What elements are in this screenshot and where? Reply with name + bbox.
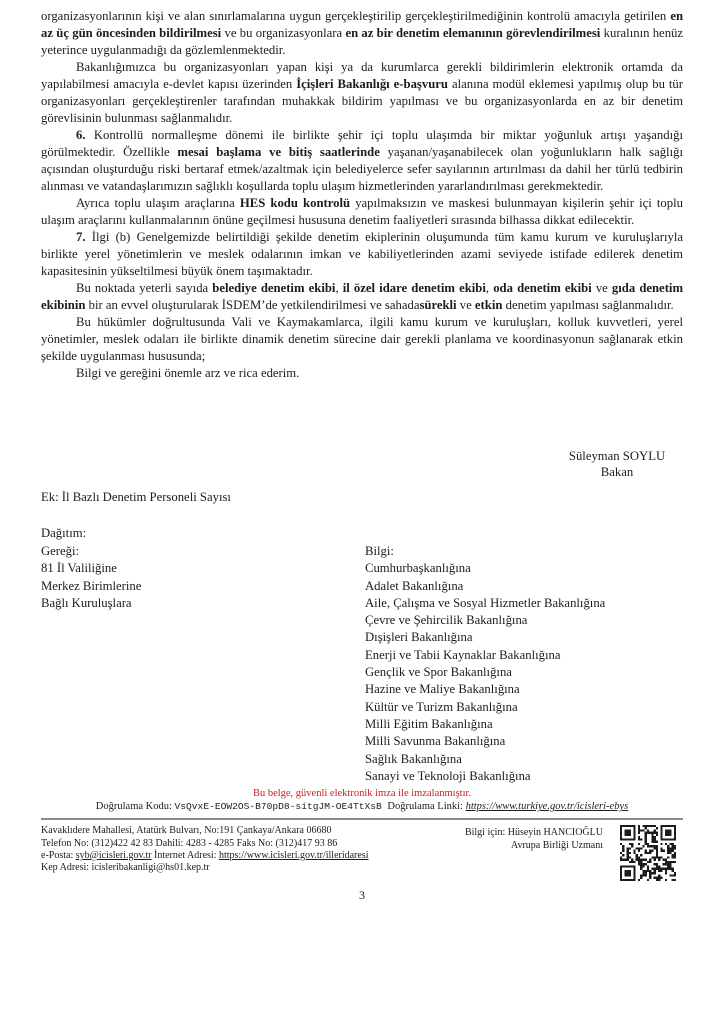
text: Kontrollü normalleşme dönemi ile birlikte şehir içi toplu ulaşımda bir miktar yoğunluk artışı yaşandığı görülmektedir. Özellikle [41, 128, 683, 159]
geregi-label: Gereği: [41, 544, 80, 558]
footer [41, 825, 683, 887]
bold-text: mesai başlama ve bitiş saatlerinde [177, 145, 380, 159]
text: alanına modül eklemesi yapılmış olup bu tür organizasyonları gerçekleştirenler tarafından muhakkak bildirim yapılması ve bu organizasyonlarda en az bir denetim görevlisinin bulunması sağlanmalıdır. [41, 77, 683, 125]
verification-link[interactable]: https://www.turkiye.gov.tr/icisleri-ebys [465, 801, 629, 813]
email-link[interactable]: syb@icisleri.gov.tr [75, 849, 152, 861]
contact-title: Avrupa Birliği Uzmanı [510, 839, 603, 851]
eimza-notice: Bu belge, güvenli elektronik imza ile imzalanmıştır. [252, 788, 472, 800]
list-item: Sağlık Bakanlığına [365, 751, 462, 766]
text: kuralının henüz yeterince uygulanmadığı da gözlemlenmektedir. [41, 26, 684, 57]
email-label: e-Posta: [41, 849, 74, 861]
distribution-bilgi [365, 543, 665, 785]
page-number: 3 [359, 888, 365, 903]
distribution-columns [41, 543, 683, 785]
list-item: Dışişleri Bakanlığına [365, 630, 473, 645]
text: ve [456, 298, 475, 312]
text: İlgi (b) Genelgemizde belirtildiği şekilde denetim ekiplerinin oluşumunda tüm kamu kurum ve kuruluşlarıyla birlikte yerel yönetimlerin ve meslek odalarının imkan ve kabiliyetlerinden azami seviyede istifade edilerek denetim kapasitesinin yükseltilmesi büyük önem taşımaktadır. [41, 230, 683, 278]
distribution-geregi [41, 543, 365, 785]
website-link[interactable]: https://www.icisleri.gov.tr/illeridaresi [218, 849, 369, 861]
footer-contact-line [465, 827, 603, 839]
internet-label: İnternet Adresi: [154, 849, 217, 861]
signature-block [551, 448, 683, 480]
attachment-line: Ek: İl Bazlı Denetim Personeli Sayısı [41, 490, 231, 504]
geregi-list [41, 560, 365, 612]
letter-body [41, 8, 683, 382]
bold-text: etkin [474, 298, 503, 312]
verification-code-label: Doğrulama Kodu: [95, 801, 172, 813]
signatory-title: Bakan [600, 465, 634, 479]
list-item: Milli Eğitim Bakanlığına [365, 716, 493, 731]
paragraph [41, 314, 683, 365]
list-item: Çevre ve Şehircilik Bakanlığına [365, 613, 528, 628]
paragraph [41, 8, 683, 59]
text: yaşanan/yaşanabilecek olan yoğunlukların halk sağlığı açısından oluşturduğu riski bertaraf etmek/azaltmak için belediyelerce sefer sayılarının artırılması da dahil her türlü tedbirin alınması ve vatandaşlarımızın sağlıklı koşullarda toplu ulaşım hizmetlerinden yararlandırılması gerekmektedir. [41, 145, 683, 193]
text: bir an evvel oluşturularak İSDEM’de yetkilendirilmesi ve sahada [85, 298, 420, 312]
bold-text: belediye denetim ekibi [212, 281, 336, 295]
bold-text: 6. [76, 128, 86, 142]
list-item: Hazine ve Maliye Bakanlığına [365, 682, 520, 697]
paragraph [41, 127, 683, 195]
paragraph [41, 195, 683, 229]
list-item: Merkez Birimlerine [41, 578, 142, 593]
text: Bu noktada yeterli sayıda [76, 281, 213, 295]
text: ve bu organizasyonlara [221, 26, 346, 40]
list-item: Cumhurbaşkanlığına [365, 561, 471, 576]
text: yapılmaksızın ve maskesi bulunmayan kişilerin şehir içi toplu ulaşım araçlarını kullanmalarının önüne geçilmesi hususuna denetim faaliyetleri sırasında bilhassa dikkat edilecektir. [41, 196, 683, 227]
list-item: Sanayi ve Teknoloji Bakanlığına [365, 768, 531, 783]
bold-text: en az üç gün öncesinden bildirilmesi [41, 9, 683, 40]
verification-line [41, 800, 683, 814]
contact-label: Bilgi için: [464, 827, 506, 839]
bilgi-label: Bilgi: [365, 544, 394, 558]
bold-text: HES kodu kontrolü [239, 196, 351, 210]
bold-text: oda denetim ekibi [493, 281, 592, 295]
list-item: Gençlik ve Spor Bakanlığına [365, 665, 512, 680]
text: ve [591, 281, 612, 295]
verification-link-label: Doğrulama Linki: [387, 801, 463, 813]
list-item: Bağlı Kuruluşlara [41, 595, 132, 610]
footer-contact-block [465, 827, 603, 852]
bold-text: gıda denetim ekibinin [41, 281, 684, 312]
text: , [485, 281, 494, 295]
verification-code: VsQvxE-EOW2OS-B70pD8-sitgJM-OE4TtXsB [174, 801, 382, 813]
contact-name: Hüseyin HANCIOĞLU [507, 827, 603, 839]
text: Ayrıca toplu ulaşım araçlarına [76, 196, 240, 210]
bold-text: en az bir denetim elemanının görevlendirilmesi [345, 26, 601, 40]
qr-code-icon [620, 825, 676, 881]
list-item: Adalet Bakanlığına [365, 578, 464, 593]
bold-text: 7. [76, 230, 86, 244]
paragraph [41, 59, 683, 127]
text: Bilgi ve gereğini önemle arz ve rica ederim. [76, 366, 300, 380]
distribution-heading: Dağıtım: [41, 526, 87, 540]
text: , [335, 281, 343, 295]
text: organizasyonlarının kişi ve alan sınırlamalarına uygun gerçekleştirilip gerçekleştirilmediğinin kontrolü amacıyla getirilen [41, 9, 671, 23]
bold-text: İçişleri Bakanlığı e-başvuru [296, 77, 448, 91]
footer-kep: Kep Adresi: icisleribakanligi@hs01.kep.tr [41, 862, 210, 874]
paragraph [41, 280, 683, 314]
closing-line [41, 365, 683, 382]
list-item: 81 İl Valiliğine [41, 561, 117, 576]
text: Bakanlığımızca bu organizasyonları yapan kişi ya da kurumlarca gerekli bildirimlerin elektronik ortamda da yapılabilmesi amacıyla e-devlet kapısı üzerinden [41, 60, 683, 91]
paragraph [41, 229, 683, 280]
list-item: Aile, Çalışma ve Sosyal Hizmetler Bakanlığına [365, 595, 606, 610]
verification-block [41, 787, 683, 814]
list-item: Milli Savunma Bakanlığına [365, 734, 506, 749]
signatory-name: Süleyman SOYLU [568, 449, 666, 463]
list-item: Enerji ve Tabii Kaynaklar Bakanlığına [365, 647, 561, 662]
footer-phone: Telefon No: (312)422 42 83 Dahili: 4283 - 4285 Faks No: (312)417 93 86 [41, 837, 338, 849]
text: Bu hükümler doğrultusunda Vali ve Kaymakamlarca, ilgili kamu kurum ve kuruluşları, kolluk kuvvetleri, yerel yönetimler, meslek odaları ile birlikte dinamik denetim sürecine dair gerekli planlama ve koordinasyonun sağlanarak etkin şekilde uygulanması hususunda; [41, 315, 683, 363]
list-item: Kültür ve Turizm Bakanlığına [365, 699, 518, 714]
bold-text: sürekli [419, 298, 457, 312]
footer-address: Kavaklıdere Mahallesi, Atatürk Bulvarı, No:191 Çankaya/Ankara 06680 [41, 825, 332, 837]
text: denetim yapılması sağlanmalıdır. [502, 298, 674, 312]
bilgi-list [365, 560, 665, 785]
footer-divider [41, 818, 683, 820]
bold-text: il özel idare denetim ekibi [342, 281, 486, 295]
